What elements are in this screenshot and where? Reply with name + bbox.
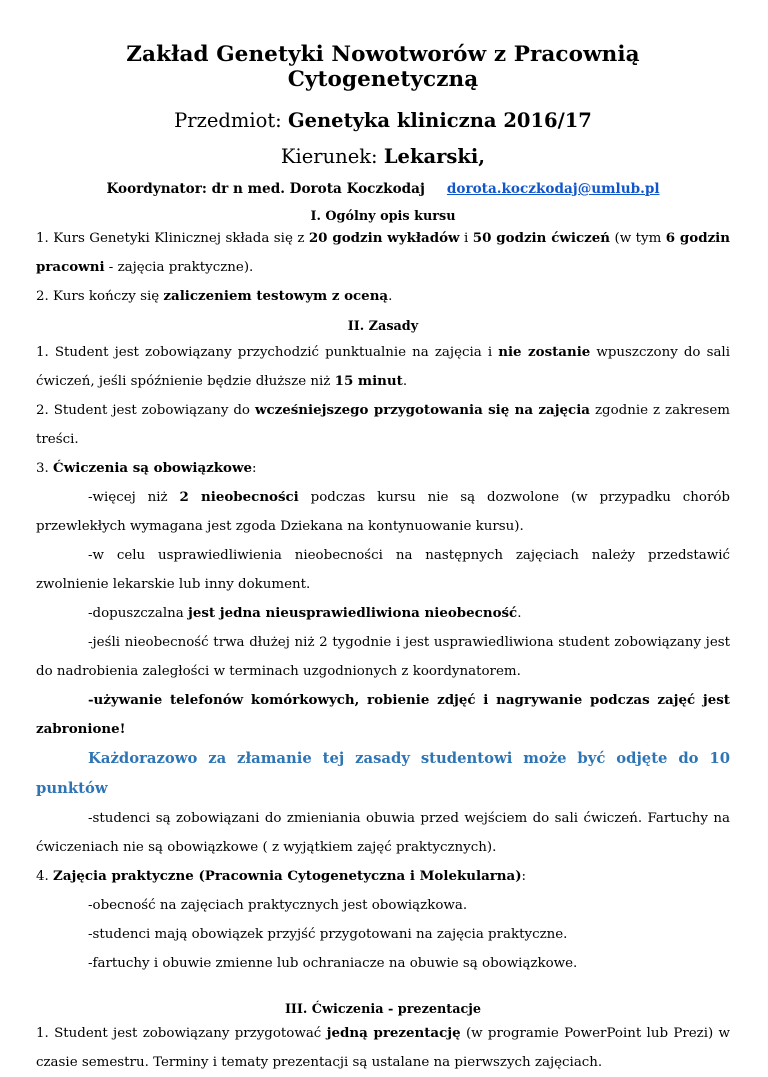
text: wpuszczony do sali ćwiczeń, jeśli spóźnienie będzie dłuższe niż (36, 345, 730, 389)
text: . (388, 289, 393, 304)
penalty-highlight: Każdorazowo za złamanie tej zasady studentowi może być odjęte do 10 punktów (36, 750, 730, 797)
paragraph-course-hours (36, 224, 730, 282)
text: : (252, 461, 257, 476)
direction-line (36, 145, 730, 168)
text: 3. (36, 461, 54, 476)
paragraph-rule-preparation (36, 396, 730, 454)
text: -dopuszczalna (88, 606, 188, 621)
subject-line (36, 109, 730, 132)
subject-label: Przedmiot: (174, 109, 288, 132)
paragraph-absences-unjustified (36, 599, 730, 628)
emphasis: 2 nieobecności (179, 489, 299, 505)
text: i (459, 231, 473, 246)
paragraph-practical-prepared: -studenci mają obowiązek przyjść przygotowani na zajęcia praktyczne. (88, 927, 568, 942)
emphasis: Zajęcia praktyczne (Pracownia Cytogenetyczna i Molekularna) (53, 868, 522, 884)
text: (w tym (610, 231, 666, 246)
text: 1. Kurs Genetyki Klinicznej składa się z (36, 231, 309, 246)
text: - zajęcia praktyczne). (104, 260, 254, 275)
coordinator-line (36, 181, 730, 197)
paragraph-presentation (36, 1019, 730, 1077)
class-hours: 50 godzin ćwiczeń (472, 230, 611, 246)
text: 2. Kurs kończy się (36, 289, 164, 304)
text: : (521, 869, 527, 884)
paragraph-rule-mandatory (36, 454, 730, 483)
emphasis: -używanie telefonów komórkowych, robienie zdjęć i nagrywanie podczas zajęć jest zabronione! (36, 692, 730, 737)
paragraph-absences-limit (36, 483, 730, 541)
paragraph-rule-punctuality (36, 338, 730, 396)
section-heading-presentations: III. Ćwiczenia - prezentacje (284, 1002, 482, 1017)
coordinator-name: Koordynator: dr n med. Dorota Koczkodaj (106, 181, 425, 197)
emphasis: 15 minut (334, 373, 403, 389)
text: 2. Student jest zobowiązany do (36, 403, 255, 418)
lecture-hours: 20 godzin wykładów (308, 230, 460, 246)
text: 1. Student jest zobowiązany przygotować (36, 1026, 327, 1041)
paragraph-phones-forbidden (36, 686, 730, 744)
text: -więcej niż (88, 490, 180, 505)
paragraph-penalty-notice (36, 744, 730, 804)
subject-value: Genetyka kliniczna 2016/17 (287, 109, 592, 132)
section-heading-rules: II. Zasady (347, 319, 419, 334)
paragraph-footwear: -studenci są zobowiązani do zmieniania obuwia przed wejściem do sali ćwiczeń. Fartuchy na ćwiczeniach nie są obowiązkowe ( z wyjątkiem zajęć praktycznych). (36, 811, 730, 855)
text: podczas kursu nie są dozwolone (w przypadku chorób przewlekłych wymagana jest zgoda Dziekana na kontynuowanie kursu). (36, 490, 730, 534)
paragraph-practical-aprons: -fartuchy i obuwie zmienne lub ochraniacze na obuwie są obowiązkowe. (88, 956, 578, 971)
text: . (517, 606, 522, 621)
paragraph-absences-justify: -w celu usprawiedliwienia nieobecności na następnych zajęciach należy przedstawić zwolnienie lekarskie lub inny dokument. (36, 548, 730, 592)
exam-type: zaliczeniem testowym z oceną (163, 288, 389, 304)
lab-hours: 6 godzin pracowni (36, 230, 731, 275)
section-heading-general: I. Ogólny opis kursu (310, 209, 456, 224)
coordinator-email-link[interactable]: dorota.koczkodaj@umlub.pl (446, 181, 660, 197)
emphasis: wcześniejszego przygotowania się na zajęcia (254, 402, 590, 418)
emphasis: jest jedna nieusprawiedliwiona nieobecność (187, 605, 518, 621)
spacer (36, 978, 730, 992)
emphasis: nie zostanie (498, 344, 591, 360)
paragraph-practical-attendance: -obecność na zajęciach praktycznych jest obowiązkowa. (88, 898, 468, 913)
direction-label: Kierunek: (280, 145, 384, 168)
paragraph-course-exam (36, 282, 730, 311)
text: zgodnie z zakresem treści. (36, 403, 731, 447)
direction-value: Lekarski, (383, 145, 486, 168)
emphasis: jedną prezentację (326, 1025, 461, 1041)
paragraph-practical (36, 862, 730, 891)
text: 1. Student jest zobowiązany przychodzić punktualnie na zajęcia i (36, 345, 499, 360)
text: . (402, 374, 408, 389)
emphasis: Ćwiczenia są obowiązkowe (53, 460, 253, 476)
text: 4. (36, 869, 54, 884)
paragraph-absences-long: -jeśli nieobecność trwa dłużej niż 2 tygodnie i jest usprawiedliwiona student zobowiązany jest do nadrobienia zaległości w terminach uzgodnionych z koordynatorem. (36, 635, 730, 679)
document-title: Zakład Genetyki Nowotworów z Pracownią Cytogenetyczną (126, 42, 640, 92)
text: (w programie PowerPoint lub Prezi) w czasie semestru. Terminy i tematy prezentacji są ustalane na pierwszych zajęciach. (36, 1026, 730, 1070)
